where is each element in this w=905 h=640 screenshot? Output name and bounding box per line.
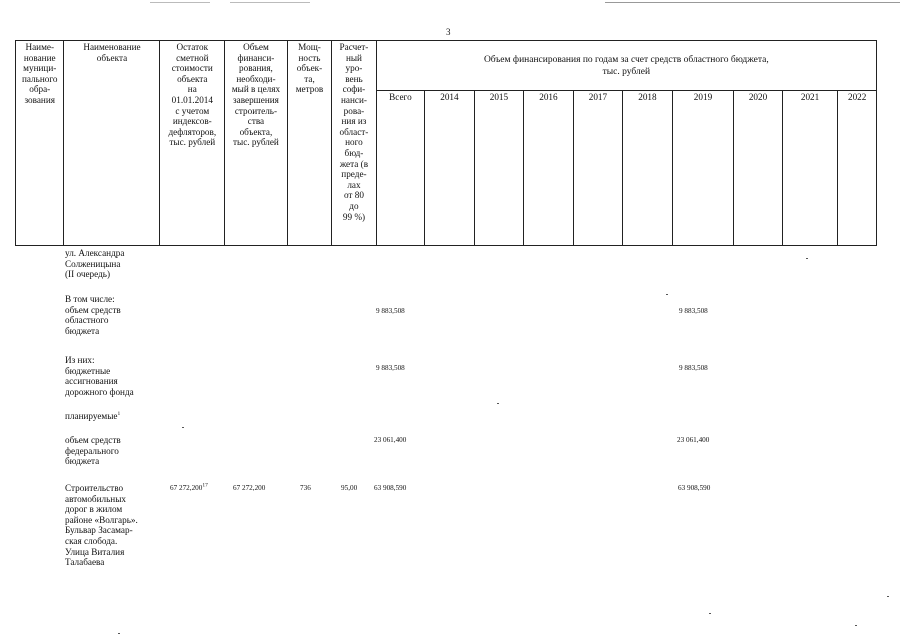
header-year: 2020 [734, 91, 782, 246]
remaining-cost-value [170, 483, 208, 494]
year-2019-value: 63 908,590 [678, 484, 711, 492]
object-name: В том числе: объем средств областного бюджета [65, 294, 121, 336]
header-funding-needed: Объем финанси- рования, необходи- мый в целях завершения строитель- ства объекта, тыс. рублей [225, 41, 288, 246]
header-year: 2019 [672, 91, 734, 246]
header-year: 2014 [425, 91, 475, 246]
year-2019-value: 23 061,400 [677, 436, 710, 444]
scan-artifact [855, 625, 857, 626]
footnote-marker: 1 [117, 410, 121, 417]
funding-needed-value: 67 272,200 [233, 484, 266, 492]
year-2019-value: 9 883,508 [679, 364, 708, 372]
footnote-marker: 17 [202, 482, 208, 489]
scan-artifact [150, 2, 210, 3]
header-year: 2017 [573, 91, 623, 246]
scan-artifact [118, 633, 120, 634]
cofinancing-level-value: 95,00 [341, 484, 358, 492]
scan-artifact [887, 596, 889, 597]
object-name: Строительство автомобильных дорог в жилом районе «Волгарь». Бульвар Засамар- ская слобода. Улица Виталия Талабаева [65, 483, 138, 568]
total-value: 23 061,400 [374, 436, 407, 444]
scan-artifact [230, 2, 310, 3]
total-value: 9 883,508 [376, 307, 405, 315]
scan-artifact [806, 258, 808, 259]
header-year: 2021 [782, 91, 838, 246]
scan-artifact [497, 403, 499, 404]
scan-artifact [605, 2, 900, 3]
page-number: 3 [446, 27, 451, 37]
header-year: 2018 [623, 91, 673, 246]
header-object-name: Наименование объекта [64, 41, 160, 246]
header-year: 2016 [524, 91, 574, 246]
capacity-value: 736 [300, 484, 311, 492]
scan-artifact [709, 613, 711, 614]
total-value: 63 908,590 [374, 484, 407, 492]
header-cofinancing-level: Расчет- ный уро- вень софи- нанси- рова- ния из област- ного бюд- жета (в преде- лах от 80 до 99 %) [332, 41, 376, 246]
total-value: 9 883,508 [376, 364, 405, 372]
scan-artifact [666, 294, 668, 295]
object-name: объем средств федерального бюджета [65, 435, 121, 467]
header-remaining-cost: Остаток сметной стоимости объекта на 01.01.2014 с учетом индексов- дефляторов, тыс. рублей [160, 41, 225, 246]
object-name [65, 411, 160, 422]
header-capacity: Мощ- ность объек- та, метров [287, 41, 331, 246]
remaining-cost-text: 67 272,200 [170, 484, 203, 492]
header-table [15, 40, 877, 246]
scan-artifact [182, 427, 184, 428]
object-name-text: планируемые [65, 411, 118, 421]
year-2019-value: 9 883,508 [679, 307, 708, 315]
header-year: 2022 [838, 91, 877, 246]
header-funding-by-year: Объем финансирования по годам за счет средств областного бюджета, тыс. рублей [376, 41, 876, 91]
object-name: Из них: бюджетные ассигнования дорожного фонда [65, 355, 134, 397]
header-municipality: Наиме- нование муници- пального обра- зования [16, 41, 64, 246]
header-year: 2015 [474, 91, 524, 246]
header-total: Всего [376, 91, 424, 246]
object-name: ул. Александра Солженицына (II очередь) [65, 248, 125, 280]
